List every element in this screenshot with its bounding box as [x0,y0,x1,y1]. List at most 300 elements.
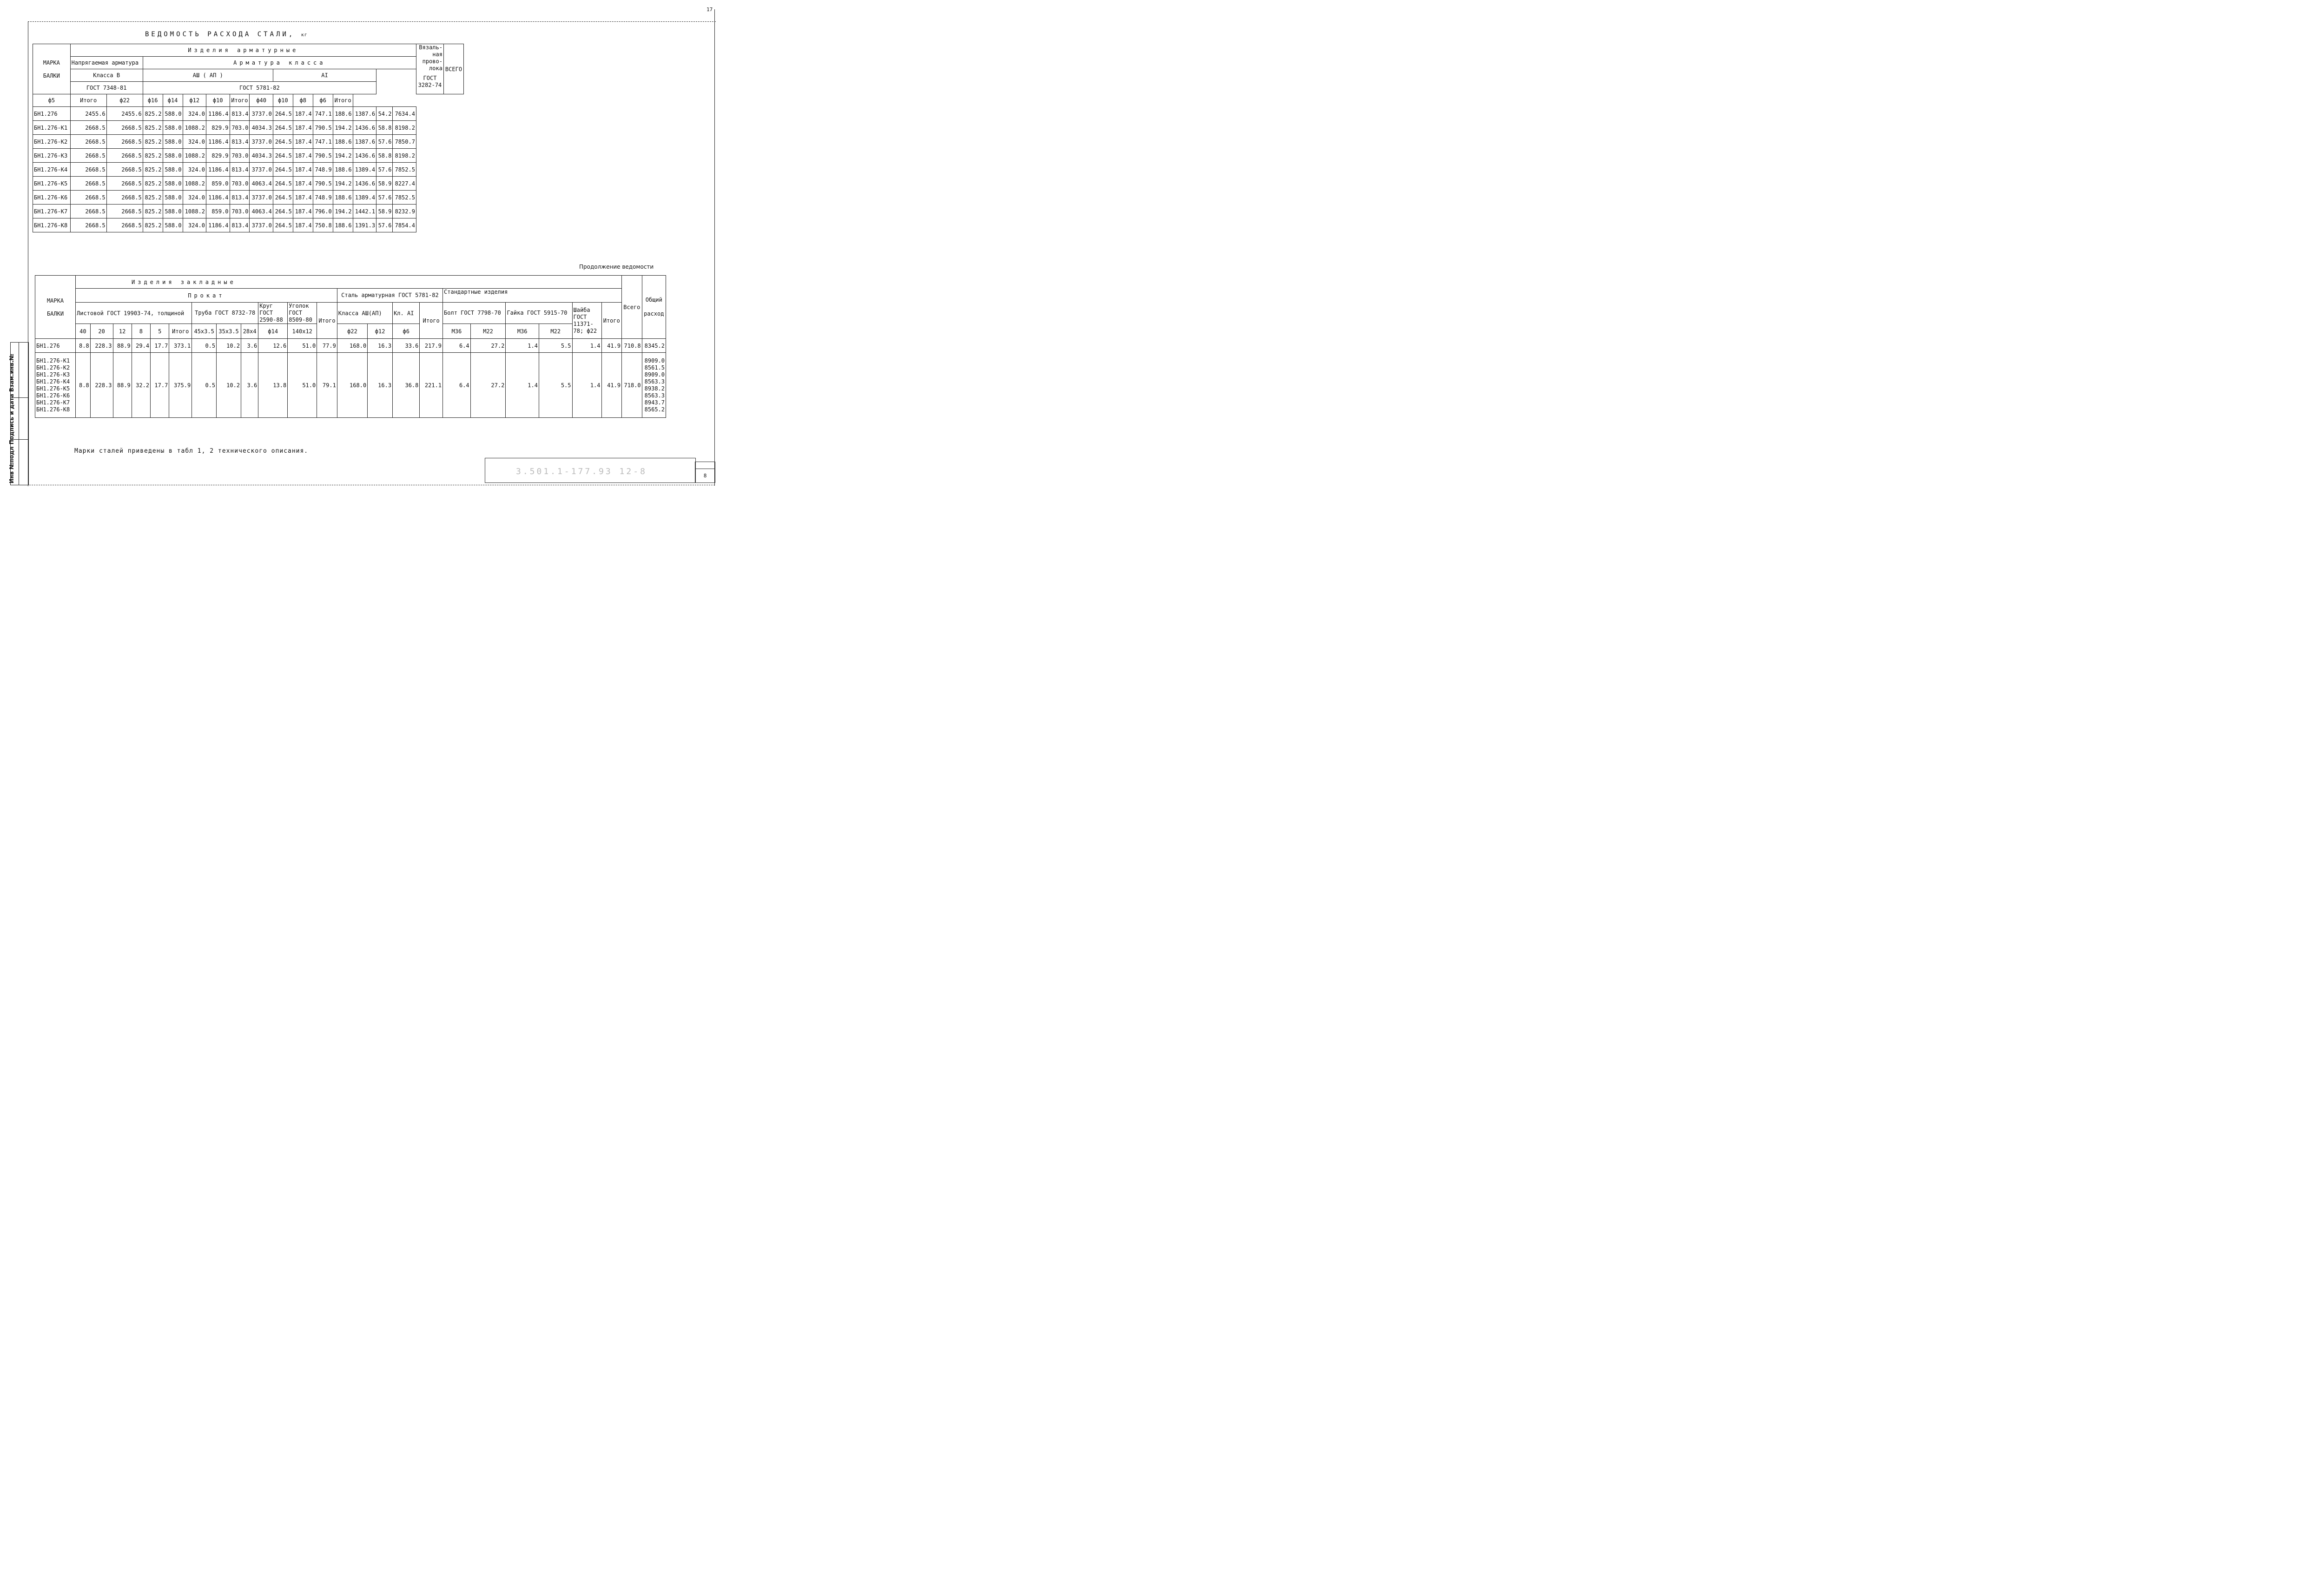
column-header: 28x4 [241,324,258,339]
value-cell: 1.4 [506,339,539,353]
value-cell: 1389.4 [353,191,376,205]
t2-rashod-text: расход [644,310,664,317]
value-cell: 36.8 [393,353,420,418]
table-row [33,218,464,232]
general-total-value: 8561.5 [644,364,665,371]
value-cell: 813.4 [230,135,250,149]
t2-header-itogo-std: Итого [601,303,622,339]
value-cell: 2668.5 [70,149,106,163]
general-total-value: 8909.0 [644,371,665,378]
table-row [33,149,464,163]
title-unit: кг [301,33,308,38]
value-cell: 859.0 [206,205,230,218]
beam-mark-cell: БН1.276-К1 [33,121,71,135]
value-cell: 2668.5 [70,121,106,135]
value-cell: 2668.5 [70,218,106,232]
value-cell: 264.5 [273,135,293,149]
header-marka-text: МАРКА [43,59,60,66]
column-header: 40 [76,324,91,339]
value-cell: 264.5 [273,149,293,163]
value-cell: 1186.4 [206,191,230,205]
header-wire-text: Вязаль- ная прово- лока [419,44,442,72]
value-cell: 12.6 [258,339,288,353]
beam-mark-cell: БН1.276 [33,107,71,121]
beam-mark-cell: БН1.276-К2 [33,135,71,149]
table-row [33,191,464,205]
value-cell: 747.1 [313,135,333,149]
value-cell: 264.5 [273,205,293,218]
beam-mark: БН1.276-К3 [36,371,70,378]
header-a3: АШ ( АП ) [143,69,273,82]
value-cell: 588.0 [163,149,183,163]
value-cell: 33.6 [393,339,420,353]
value-cell: 10.2 [217,339,241,353]
value-cell: 2455.6 [106,107,143,121]
value-cell: 2668.5 [106,163,143,177]
value-cell: 1389.4 [353,163,376,177]
value-cell: 859.0 [206,177,230,191]
column-header: М36 [443,324,471,339]
value-cell: 2668.5 [106,205,143,218]
value-cell: 825.2 [143,149,163,163]
column-header: Итого [70,94,106,107]
value-cell: 2668.5 [106,149,143,163]
value-cell: 703.0 [230,177,250,191]
value-cell: 187.4 [293,163,313,177]
value-cell: 57.6 [376,163,393,177]
value-cell: 8.8 [76,339,91,353]
value-cell: 77.9 [317,339,337,353]
value-cell: 7634.4 [393,107,416,121]
value-cell: 1088.2 [183,149,206,163]
beam-mark-cell: БН1.276 [35,339,76,353]
frame-right-line [714,9,715,486]
header-total: ВСЕГО [443,44,463,94]
value-cell: 790.5 [313,149,333,163]
column-header: ф10 [273,94,293,107]
column-header: ф14 [258,324,288,339]
value-cell: 813.4 [230,218,250,232]
value-cell: 829.9 [206,121,230,135]
value-cell: 324.0 [183,163,206,177]
table-row [33,135,464,149]
value-cell: 825.2 [143,191,163,205]
column-header: ф16 [143,94,163,107]
table-row [33,107,464,121]
value-cell: 790.5 [313,121,333,135]
value-cell: 1391.3 [353,218,376,232]
value-cell: 187.4 [293,121,313,135]
value-cell: 57.6 [376,135,393,149]
value-cell: 0.5 [192,353,217,418]
t2-balki-text: БАЛКИ [46,310,64,317]
value-cell: 0.5 [192,339,217,353]
value-cell: 4063.4 [250,177,273,191]
document-code: 3.501.1-177.93 12-8 [516,467,647,476]
page-number: 17 [706,7,713,13]
value-cell: 16.3 [368,339,393,353]
value-cell: 1186.4 [206,107,230,121]
value-cell: 2668.5 [106,121,143,135]
column-header: ф14 [163,94,183,107]
t2-header-shaiba: Шайба ГОСТ 11371-78; ф22 [572,303,601,339]
value-cell: 825.2 [143,205,163,218]
beam-mark: БН1.276-К4 [36,378,70,385]
value-cell: 790.5 [313,177,333,191]
value-cell: 588.0 [163,205,183,218]
column-header: 8 [132,324,150,339]
value-cell: 7852.5 [393,191,416,205]
table-row [33,121,464,135]
value-cell: 1186.4 [206,135,230,149]
value-cell: 1186.4 [206,163,230,177]
beam-mark-group-cell [35,353,76,418]
t2-header-izdelia: Изделия закладные [76,276,622,289]
column-header: 12 [113,324,132,339]
value-cell: 27.2 [470,339,506,353]
value-cell: 796.0 [313,205,333,218]
value-cell: 264.5 [273,218,293,232]
header-wire [416,44,443,94]
value-cell: 194.2 [333,121,353,135]
value-cell: 3.6 [241,339,258,353]
value-cell: 2668.5 [70,135,106,149]
beam-mark: БН1.276-К8 [36,406,70,413]
value-cell: 588.0 [163,135,183,149]
general-total-value: 8565.2 [644,406,665,413]
value-cell: 187.4 [293,191,313,205]
value-cell: 813.4 [230,107,250,121]
frame-top-line [28,21,716,22]
header-a1: AI [273,69,376,82]
value-cell: 7852.5 [393,163,416,177]
value-cell: 1.4 [506,353,539,418]
value-cell: 264.5 [273,163,293,177]
column-header: 45x3.5 [192,324,217,339]
value-cell: 2668.5 [106,191,143,205]
sheet-box [695,462,715,483]
table-row [33,177,464,191]
value-cell: 188.6 [333,218,353,232]
column-header: ф10 [206,94,230,107]
column-header: ф22 [337,324,367,339]
header-gost-b: ГОСТ 7348-81 [70,82,143,94]
column-header: ф40 [250,94,273,107]
column-header: Итого [333,94,353,107]
column-header: 35x3.5 [217,324,241,339]
value-cell: 1436.6 [353,177,376,191]
value-cell: 51.0 [288,339,317,353]
value-cell: 187.4 [293,177,313,191]
column-header: ф6 [313,94,333,107]
value-cell: 324.0 [183,135,206,149]
value-cell: 718.0 [622,353,642,418]
value-cell: 8227.4 [393,177,416,191]
column-header: 140x12 [288,324,317,339]
value-cell: 7854.4 [393,218,416,232]
t2-marka-text: МАРКА [46,297,64,304]
value-cell: 187.4 [293,205,313,218]
value-cell: 32.2 [132,353,150,418]
table-row [35,339,666,353]
header-gost-a: ГОСТ 5781-82 [143,82,376,94]
beam-mark-cell: БН1.276-К6 [33,191,71,205]
column-header: М22 [470,324,506,339]
column-header: Итого [230,94,250,107]
beam-mark-cell: БН1.276-К8 [33,218,71,232]
header-balki-text: БАЛКИ [43,72,60,79]
value-cell: 4034.3 [250,121,273,135]
value-cell: 2455.6 [70,107,106,121]
t2-header-klass-a3: Класса АШ(АП) [337,303,392,324]
value-cell: 588.0 [163,107,183,121]
t2-header-general [642,276,666,339]
t2-obshiy-text: Общий [645,297,662,303]
beam-mark: БН1.276-К5 [36,385,70,392]
value-cell: 1088.2 [183,205,206,218]
value-cell: 1186.4 [206,218,230,232]
column-header: ф12 [183,94,206,107]
value-cell: 748.9 [313,191,333,205]
table-row-group [35,353,666,418]
t2-header-truba: Труба ГОСТ 8732-78 [192,303,258,324]
value-cell: 588.0 [163,218,183,232]
t2-header-mark [35,276,76,339]
beam-mark: БН1.276-К2 [36,364,70,371]
beam-mark-cell: БН1.276-К3 [33,149,71,163]
value-cell: 54.2 [376,107,393,121]
value-cell: 6.4 [443,339,471,353]
value-cell: 3737.0 [250,163,273,177]
header-izdelia: Изделия арматурные [70,44,416,57]
value-cell: 29.4 [132,339,150,353]
column-header: ф12 [368,324,393,339]
t2-header-gaika: Гайка ГОСТ 5915-70 [506,303,572,324]
value-cell: 168.0 [337,339,367,353]
value-cell: 2668.5 [106,135,143,149]
value-cell: 703.0 [230,149,250,163]
value-cell: 194.2 [333,177,353,191]
value-cell: 829.9 [206,149,230,163]
value-cell: 8232.9 [393,205,416,218]
value-cell: 8345.2 [642,339,666,353]
value-cell: 3.6 [241,353,258,418]
value-cell: 8.8 [76,353,91,418]
value-cell: 1088.2 [183,121,206,135]
document-title [145,31,308,38]
t2-header-stal: Сталь арматурная ГОСТ 5781-82 [337,289,442,303]
t2-header-ugolok: Уголок ГОСТ 8509-80 [288,303,317,324]
value-cell: 1.4 [572,353,601,418]
value-cell: 813.4 [230,163,250,177]
column-header: ф8 [293,94,313,107]
value-cell: 4063.4 [250,205,273,218]
value-cell: 2668.5 [70,163,106,177]
value-cell: 3737.0 [250,135,273,149]
value-cell: 1088.2 [183,177,206,191]
general-total-cell [642,353,666,418]
value-cell: 264.5 [273,191,293,205]
value-cell: 825.2 [143,107,163,121]
value-cell: 57.6 [376,218,393,232]
value-cell: 187.4 [293,107,313,121]
value-cell: 17.7 [151,353,169,418]
value-cell: 1442.1 [353,205,376,218]
column-header: 5 [151,324,169,339]
value-cell: 3737.0 [250,107,273,121]
value-cell: 188.6 [333,191,353,205]
value-cell: 1436.6 [353,121,376,135]
header-class-b: Класса В [70,69,143,82]
value-cell: 228.3 [90,353,113,418]
general-total-value: 8909.0 [644,357,665,364]
value-cell: 51.0 [288,353,317,418]
value-cell: 7850.7 [393,135,416,149]
value-cell: 703.0 [230,205,250,218]
value-cell: 27.2 [470,353,506,418]
table-row [33,205,464,218]
t2-header-itogo-stal: Итого [420,303,443,339]
value-cell: 825.2 [143,218,163,232]
column-header: М36 [506,324,539,339]
beam-mark: БН1.276-К7 [36,399,70,406]
value-cell: 825.2 [143,121,163,135]
value-cell: 217.9 [420,339,443,353]
general-total-value: 8563.3 [644,392,665,399]
value-cell: 2668.5 [70,191,106,205]
value-cell: 264.5 [273,177,293,191]
value-cell: 1.4 [572,339,601,353]
steel-grades-note: Марки сталей приведены в табл 1, 2 технического описания. [74,448,309,455]
value-cell: 194.2 [333,149,353,163]
value-cell: 324.0 [183,218,206,232]
value-cell: 58.8 [376,121,393,135]
value-cell: 13.8 [258,353,288,418]
t2-header-bolt: Болт ГОСТ 7798-70 [443,303,506,324]
header-mark [33,44,71,94]
value-cell: 324.0 [183,191,206,205]
beam-mark-cell: БН1.276-К4 [33,163,71,177]
header-wire-gost: ГОСТ 3282-74 [418,75,442,88]
value-cell: 16.3 [368,353,393,418]
value-cell: 88.9 [113,353,132,418]
value-cell: 187.4 [293,135,313,149]
value-cell: 1436.6 [353,149,376,163]
value-cell: 4034.3 [250,149,273,163]
value-cell: 41.9 [601,339,622,353]
value-cell: 264.5 [273,107,293,121]
value-cell: 373.1 [169,339,192,353]
t2-header-kl-a1: Кл. AI [393,303,420,324]
value-cell: 2668.5 [70,205,106,218]
column-header: ф5 [33,94,71,107]
value-cell: 588.0 [163,163,183,177]
value-cell: 825.2 [143,163,163,177]
value-cell: 10.2 [217,353,241,418]
value-cell: 6.4 [443,353,471,418]
value-cell: 194.2 [333,205,353,218]
value-cell: 58.8 [376,149,393,163]
value-cell: 41.9 [601,353,622,418]
value-cell: 588.0 [163,177,183,191]
value-cell: 57.6 [376,191,393,205]
value-cell: 588.0 [163,121,183,135]
value-cell: 17.7 [151,339,169,353]
value-cell: 1387.6 [353,107,376,121]
sheet-number: 8 [703,473,707,479]
value-cell: 188.6 [333,107,353,121]
value-cell: 188.6 [333,135,353,149]
value-cell: 825.2 [143,135,163,149]
value-cell: 221.1 [420,353,443,418]
value-cell: 58.9 [376,205,393,218]
value-cell: 588.0 [163,191,183,205]
beam-mark: БН1.276-К6 [36,392,70,399]
column-header: Итого [169,324,192,339]
t2-header-krug: Круг ГОСТ 2590-88 [258,303,288,324]
value-cell: 79.1 [317,353,337,418]
value-cell: 3737.0 [250,191,273,205]
t2-header-prokat: Прокат [76,289,337,303]
value-cell: 748.9 [313,163,333,177]
sheet-label-cell [695,462,715,469]
value-cell: 88.9 [113,339,132,353]
general-total-value: 8943.7 [644,399,665,406]
value-cell: 58.9 [376,177,393,191]
value-cell: 825.2 [143,177,163,191]
title-text: ВЕДОМОСТЬ РАСХОДА СТАЛИ, [145,31,295,38]
column-header: ф6 [393,324,420,339]
value-cell: 5.5 [539,339,572,353]
value-cell: 8198.2 [393,121,416,135]
general-total-value: 8563.3 [644,378,665,385]
beam-mark-cell: БН1.276-К7 [33,205,71,218]
steel-consumption-table [33,44,464,232]
column-header: ф22 [106,94,143,107]
header-rebar-class: Арматура класса [143,57,416,69]
value-cell: 710.8 [622,339,642,353]
embedded-items-table [35,275,666,418]
value-cell: 228.3 [90,339,113,353]
header-prestressed: Напрягаемая арматура [70,57,143,69]
value-cell: 2668.5 [70,177,106,191]
t2-header-itogo-prokat: Итого [317,303,337,339]
value-cell: 264.5 [273,121,293,135]
value-cell: 188.6 [333,163,353,177]
value-cell: 2668.5 [106,177,143,191]
table-row [33,163,464,177]
value-cell: 324.0 [183,107,206,121]
value-cell: 168.0 [337,353,367,418]
value-cell: 5.5 [539,353,572,418]
continuation-label: Продолжение ведомости [579,264,654,270]
value-cell: 747.1 [313,107,333,121]
value-cell: 8198.2 [393,149,416,163]
value-cell: 3737.0 [250,218,273,232]
value-cell: 187.4 [293,149,313,163]
t2-header-std: Стандартные изделия [443,289,622,303]
side-stamp-label: Инв №подл Подпись и дата Взам.инв.№ [8,354,15,483]
value-cell: 703.0 [230,121,250,135]
column-header: 20 [90,324,113,339]
column-header: М22 [539,324,572,339]
value-cell: 813.4 [230,191,250,205]
t2-header-total: Всего [622,276,642,339]
value-cell: 2668.5 [106,218,143,232]
value-cell: 187.4 [293,218,313,232]
value-cell: 375.9 [169,353,192,418]
beam-mark-cell: БН1.276-К5 [33,177,71,191]
